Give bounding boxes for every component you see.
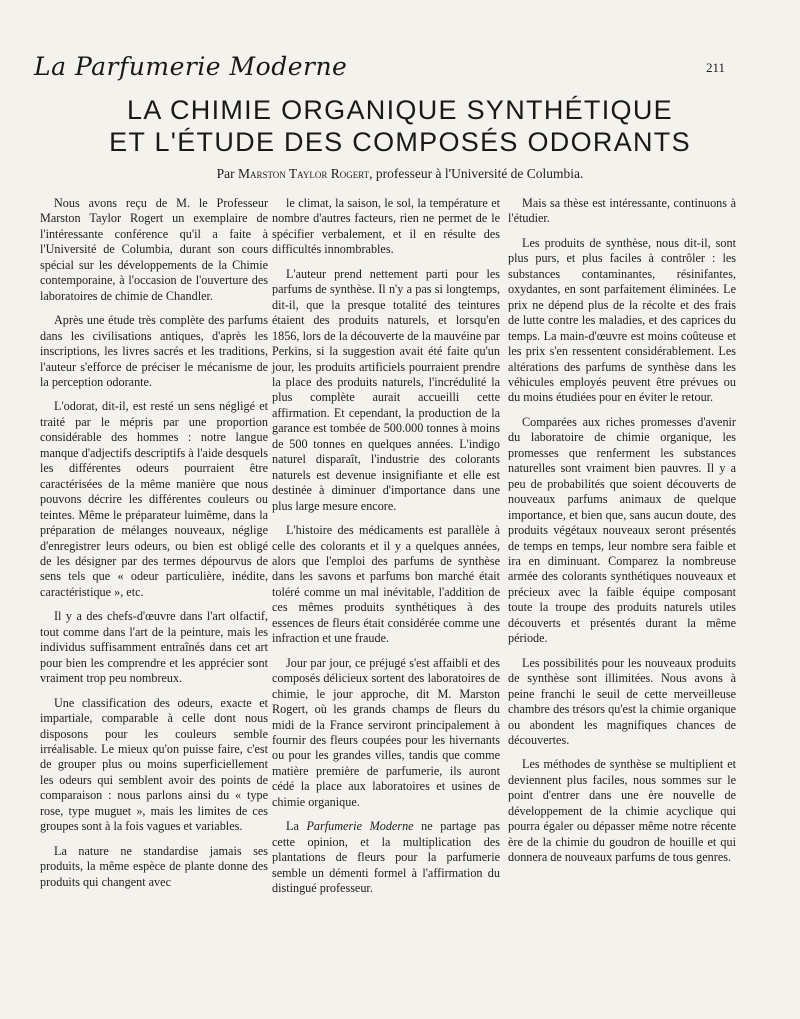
paragraph-last: [272, 819, 500, 896]
title-line-1: LA CHIMIE ORGANIQUE SYNTHÉTIQUE: [127, 95, 673, 125]
paragraph-lead: La: [286, 819, 299, 834]
paragraph: L'odorat, dit-il, est resté un sens négligé et traité par le mépris par une proportion considérable des hommes : notre langue manque d'adjectifs descriptifs à l'aide desquels les différentes odeurs pourraient être caractérisées de la même manière que nous pouvons décrire les différentes couleurs ou teintes. Même le préparateur luimême, dans la préparation de mélanges nouveaux, néglige d'enregistrer leurs odeurs, ou bien est obligé de les désigner par des termes dépourvus de sens tels que « odeur particulière, inédite, caractéristique », etc.: [40, 399, 268, 599]
paragraph: Comparées aux riches promesses d'avenir du laboratoire de chimie organique, les promesses que renferment les substances naturelles sont vraiment bien pauvres. Il y a peu de probabilités que soient découverts de nouveaux parfums animaux de quelque importance, et bien que, sans aucun doute, des produits végétaux nouveaux seront présentés de temps en temps, leur nombre sera faible et ira en diminuant. Comparez la nombreuse armée des colorants synthétiques nouveaux et précieux avec la faible équipe composant toute la troupe des produits naturels utiles découverts et présentés durant la même période.: [508, 414, 736, 646]
paragraph: Une classification des odeurs, exacte et impartiale, comparable à celle dont nous disposons pour les couleurs semble irréalisable. Le mieux qu'on puisse faire, c'est de grouper plus ou moins superficiellement les odeurs qui semblent avoir des points de comparaison : nous parlons ainsi du « type rose, type muguet », mais les limites de ces groupes sont à la fois vagues et variables.: [40, 695, 268, 834]
column-1: [40, 196, 268, 899]
journal-name-italic: Parfumerie Moderne: [306, 819, 414, 834]
paragraph: Mais sa thèse est intéressante, continuons à l'étudier.: [508, 196, 736, 226]
paragraph-joiner: ne: [413, 819, 441, 834]
paragraph: le climat, la saison, le sol, la température et nombre d'autres facteurs, rien ne permet de le spécifier verbalement, et il en résulte des difficultés innombrables.: [272, 196, 500, 257]
article-title: [0, 94, 800, 158]
paragraph: Les possibilités pour les nouveaux produits de synthèse sont illimitées. Nous avons à peine franchi le seuil de cette merveilleuse chambre des trésors qu'est la chimie organique ou abondent les magnifiques chances de découvertes.: [508, 655, 736, 747]
paragraph: Les produits de synthèse, nous dit-il, sont plus purs, et plus faciles à contrôler : les substances contaminantes, résinifantes, oxydantes, en sont parfaitement éliminées. Le prix ne dépend plus de la récolte et des frais de lutte contre les maladies, et des caprices du temps. La main-d'œuvre est moins coûteuse et les prix s'en ressentent considérablement. Les altérations des parfums de synthèse dans les véhicules employés peuvent être prévues ou du moins étudiées pour en éviter le retour.: [508, 235, 736, 405]
paragraph: L'histoire des médicaments est parallèle à celle des colorants et il y a quelques années, alors que l'emploi des parfums de synthèse dans les savons et parfums bon marché était toléré comme un mal inévitable, l'addition de ces mêmes produits synthétiques à des essences de fleurs était considérée comme une infraction et une fraude.: [272, 523, 500, 646]
byline-author: Marston Taylor Rogert: [237, 166, 370, 181]
byline-suffix: , professeur à l'Université de Columbia.: [369, 166, 584, 181]
paragraph: Nous avons reçu de M. le Professeur Marston Taylor Rogert un exemplaire de l'intéressante conférence qu'il a faite à l'Université de Columbia, durant son cours spécial sur les développements de la Chimie contemporaine, à l'occasion de l'ouverture des laboratoires de chimie de Chandler.: [40, 196, 268, 303]
page-number: 211: [706, 60, 726, 75]
title-line-2: ET L'ÉTUDE DES COMPOSÉS ODORANTS: [109, 127, 691, 157]
paragraph: Après une étude très complète des parfums dans les civilisations antiques, d'après les inscriptions, les livres sacrés et les traditions, l'auteur s'efforce de préciser le mécanisme de la perception odorante.: [40, 313, 268, 389]
paragraph: La nature ne standardise jamais ses produits, la même espèce de plante donne des produits qui changent avec: [40, 843, 268, 889]
column-2: [272, 196, 500, 905]
paragraph: L'auteur prend nettement parti pour les parfums de synthèse. Il n'y a pas si longtemps, dit-il, que la presque totalité des teintures étaient des produits naturels, et lorsqu'en 1856, lors de la découverte de la mauvéine par Perkins, si la suggestion avait été faite qu'un jour, les produits artificiels pourraient prendre la place des produits naturels, l'incrédulité la plus complète aurait accueilli cette affirmation. Et cependant, la production de la garance est tombée de 500.000 tonnes à moins de 500 tonnes en quelques années. L'indigo naturel disparaît, l'industrie des colorants naturels est devenue insignifiante et elle est destinée à diminuer d'importance dans une plus large mesure encore.: [272, 266, 500, 513]
paragraph: Jour par jour, ce préjugé s'est affaibli et des composés délicieux sortent des laboratoires de chimie, le jour approche, dit M. Marston Rogert, où les grands champs de fleurs du midi de la France serviront principalement à fournir des fleurs coupées pour les hivernants ou pour les grandes villes, tandis que comme matière première de parfumerie, ils auront cédé la place aux laboratoires et usines de chimie organique.: [272, 655, 500, 809]
paragraph-tail: partage pas cette opinion, et la multiplication des plantations de fleurs pour la parfumerie semble un démenti formel à l'affirmation du distingué professeur.: [272, 819, 500, 896]
journal-masthead: La Parfumerie Moderne: [34, 52, 348, 81]
article-byline: [0, 166, 800, 182]
column-3: [508, 196, 736, 875]
paragraph: Les méthodes de synthèse se multiplient et deviennent plus faciles, nous sommes sur le point d'entrer dans une ère nouvelle de développement de la chimie acyclique qui pourra égaler ou dépasser même notre récente ère de la chimie du goudron de houille et qui donnera de nouveaux parfums de tous genres.: [508, 757, 736, 865]
paragraph: Il y a des chefs-d'œuvre dans l'art olfactif, tout comme dans l'art de la peinture, mais les individus suffisamment entraînés dans cet art pour bien les comprendre et les apprécier sont vraiment trop peu nombreux.: [40, 609, 268, 686]
byline-prefix: Par: [216, 166, 235, 181]
